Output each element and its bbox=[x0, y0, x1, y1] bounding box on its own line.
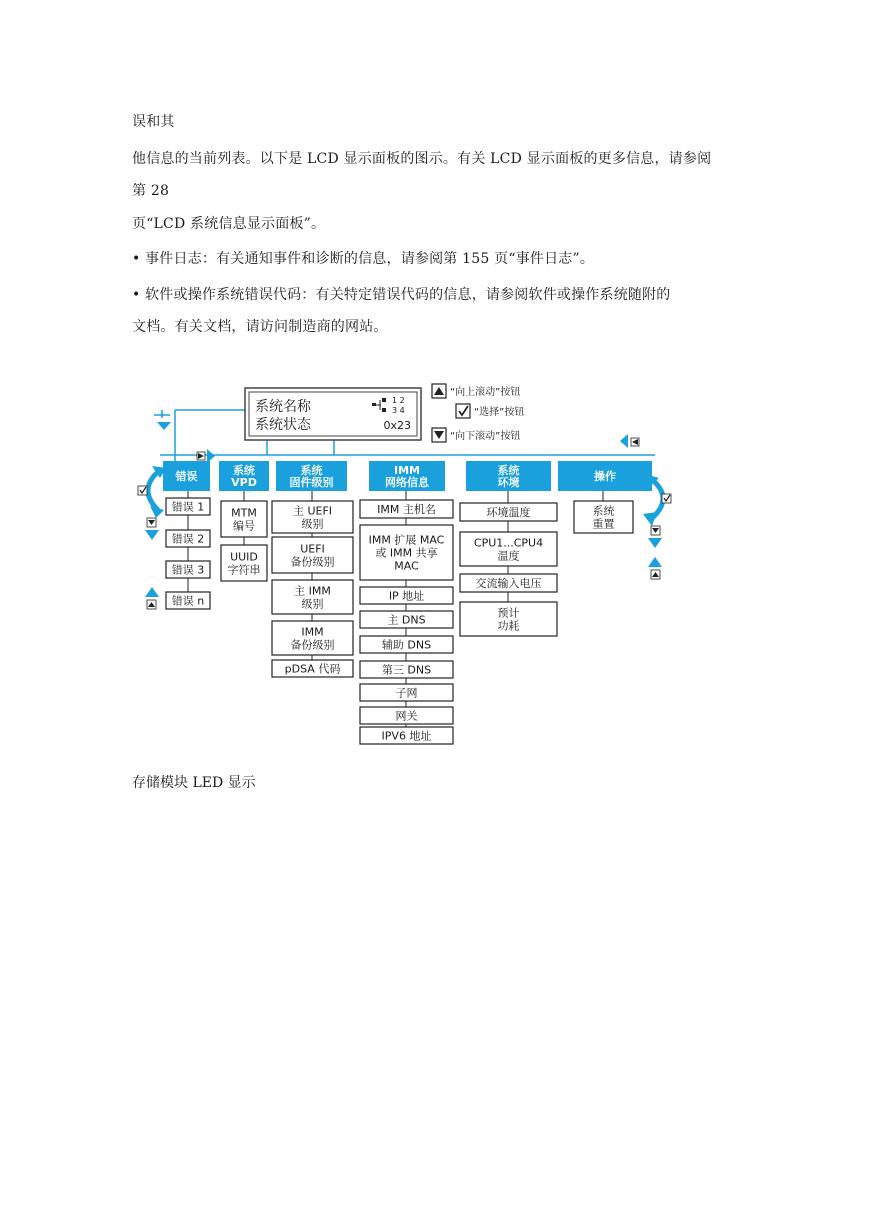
menu-item-label: 错误 3 bbox=[171, 563, 205, 577]
menu-item-label: 级别 bbox=[301, 597, 324, 611]
menu-item-label: pDSA 代码 bbox=[284, 662, 341, 676]
menu-item-label: 重置 bbox=[592, 517, 615, 531]
up-arrow-small-icon bbox=[145, 587, 159, 609]
menu-item-label: 主 UEFI bbox=[292, 504, 333, 518]
select-label: “选择”按钮 bbox=[474, 407, 525, 418]
menu-item-label: IPV6 地址 bbox=[381, 729, 432, 743]
bullet-error-codes: • 软件或操作系统错误代码：有关特定错误代码的信息，请参阅软件或操作系统随附的 bbox=[132, 287, 671, 303]
menu-item-label: 编号 bbox=[233, 519, 255, 533]
menu-column bbox=[460, 461, 557, 636]
menu-item-label: 第三 DNS bbox=[381, 663, 432, 677]
menu-item-label: 备份级别 bbox=[290, 638, 335, 652]
bullet-event-log: • 事件日志：有关通知事件和诊断的信息，请参阅第 155 页“事件日志”。 bbox=[132, 251, 595, 267]
menu-item-label: IMM bbox=[301, 625, 324, 639]
down-arrow-small-icon bbox=[145, 518, 159, 540]
menu-item-label: 备份级别 bbox=[290, 555, 335, 569]
lcd-panel bbox=[245, 388, 421, 440]
menu-item-label: 交流输入电压 bbox=[475, 577, 542, 590]
lcd-network-bottom: 3 4 bbox=[392, 406, 405, 415]
menu-header-label: VPD bbox=[231, 476, 257, 489]
lcd-system-name: 系统名称 bbox=[255, 399, 311, 415]
menu-item-label: 主 DNS bbox=[387, 613, 426, 627]
up-arrow-small-icon-right bbox=[648, 557, 662, 579]
menu-header-label: 固件级别 bbox=[289, 476, 334, 489]
menu-item-label: 系统 bbox=[592, 504, 615, 518]
menu-item-label: 功耗 bbox=[497, 619, 520, 633]
menu-item-label: 字符串 bbox=[227, 563, 261, 577]
scroll-up-label: “向上滚动”按钮 bbox=[450, 387, 521, 398]
text-line-7: 文档。有关文档，请访问制造商的网站。 bbox=[132, 319, 388, 335]
text-line-3: 第 28 bbox=[132, 183, 170, 199]
menu-item-label: MTM bbox=[231, 506, 257, 520]
menu-item-label: UUID bbox=[230, 550, 258, 564]
menu-item-label: 错误 n bbox=[171, 594, 205, 608]
menu-item-label: IP 地址 bbox=[388, 589, 425, 603]
menu-header-label: 系统 bbox=[233, 464, 255, 477]
menu-header-label: 网络信息 bbox=[385, 476, 429, 489]
left-loop-arrow-icon bbox=[148, 470, 160, 512]
caption: 存储模块 LED 显示 bbox=[132, 775, 256, 791]
menu-item-label: MAC bbox=[394, 559, 419, 573]
text-line-1: 误和其 bbox=[132, 114, 175, 130]
menu-column bbox=[219, 461, 269, 581]
menu-item-label: 环境温度 bbox=[486, 506, 531, 519]
lcd-network-top: 1 2 bbox=[392, 396, 405, 405]
right-arrow-icon bbox=[197, 449, 215, 463]
lcd-system-status: 系统状态 bbox=[255, 417, 311, 433]
menu-header-label: 错误 bbox=[175, 470, 198, 483]
menu-item-label: 网关 bbox=[395, 709, 418, 723]
menu-item-label: IMM 扩展 MAC bbox=[368, 533, 445, 547]
menu-item-label: 辅助 DNS bbox=[381, 638, 432, 652]
menu-item-label: 主 IMM bbox=[294, 584, 331, 598]
button-legend bbox=[432, 384, 524, 442]
down-arrow-icon bbox=[157, 422, 171, 430]
down-arrow-small-icon-right bbox=[648, 526, 662, 548]
menu-header-label: 操作 bbox=[594, 470, 616, 483]
menu-item-label: 错误 2 bbox=[171, 532, 205, 546]
menu-column bbox=[360, 461, 453, 744]
menu-column bbox=[558, 461, 652, 533]
menu-columns bbox=[163, 461, 652, 744]
menu-item-label: 子网 bbox=[395, 686, 418, 700]
text-line-2: 他信息的当前列表。以下是 LCD 显示面板的图示。有关 LCD 显示面板的更多信息，请参阅 bbox=[132, 151, 712, 167]
menu-item-label: CPU1...CPU4 bbox=[473, 536, 544, 550]
menu-item-label: IMM 主机名 bbox=[377, 503, 436, 516]
menu-item-label: 预计 bbox=[497, 606, 520, 620]
menu-header-label: 系统 bbox=[497, 464, 520, 477]
menu-item-label: 级别 bbox=[301, 517, 324, 531]
menu-item-label: 温度 bbox=[497, 549, 520, 563]
left-arrow-icon bbox=[620, 434, 639, 448]
menu-header-label: 环境 bbox=[497, 476, 520, 489]
scroll-down-label: “向下滚动”按钮 bbox=[450, 431, 521, 442]
menu-column bbox=[163, 461, 210, 609]
text-line-4: 页“LCD 系统信息显示面板”。 bbox=[132, 216, 326, 232]
menu-header-label: IMM bbox=[394, 464, 420, 477]
menu-header-label: 系统 bbox=[300, 464, 323, 477]
menu-item-label: 错误 1 bbox=[171, 500, 205, 514]
menu-item-label: UEFI bbox=[300, 542, 325, 556]
menu-item-label: 或 IMM 共享 bbox=[375, 546, 438, 560]
lcd-code: 0x23 bbox=[383, 419, 411, 432]
